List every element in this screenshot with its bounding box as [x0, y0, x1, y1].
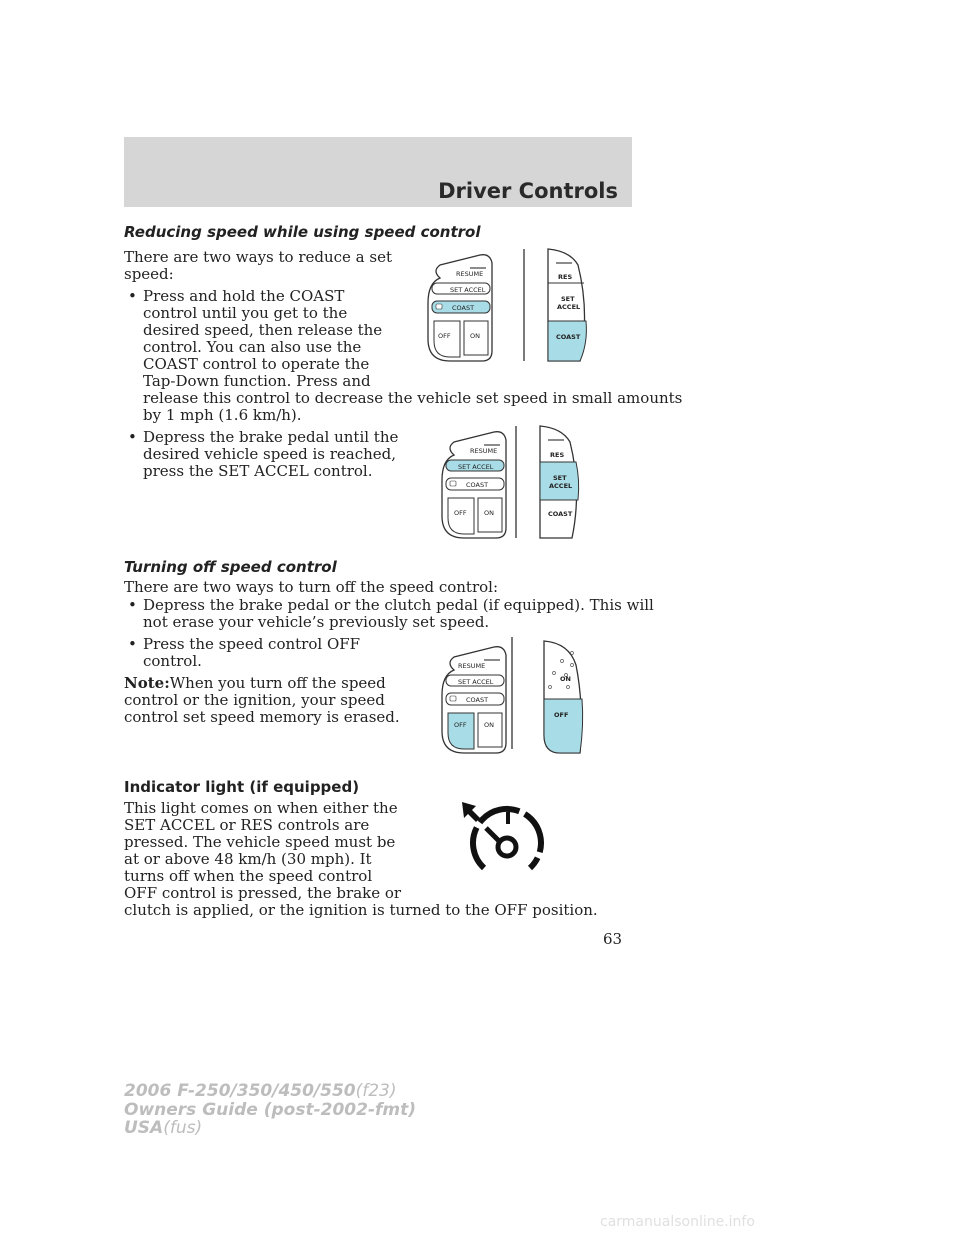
fig1-coast-rocker-label: COAST: [556, 333, 581, 341]
page-title: Driver Controls: [438, 179, 618, 203]
footer-line1: [124, 1082, 416, 1101]
fig1-set-label: SET: [561, 295, 575, 303]
speed-control-figure-set-accel: [434, 420, 614, 545]
fig1-off-label: OFF: [438, 332, 451, 340]
section1-bullet1-line7: release this control to decrease the vehicle set speed in small amounts: [143, 389, 683, 407]
speed-control-figure-coast: [420, 243, 600, 368]
footer-line2: Owners Guide (post-2002-fmt): [124, 1099, 417, 1120]
section1-bullet2-line1: Depress the brake pedal until the: [143, 428, 399, 446]
section3-line1: This light comes on when either the: [124, 799, 398, 817]
section1-bullet1-line5: COAST control to operate the: [143, 355, 370, 373]
fig1-set-accel-label: SET ACCEL: [450, 286, 486, 294]
fig2-set-accel-label: SET ACCEL: [458, 463, 494, 471]
fig2-off-label: OFF: [454, 509, 467, 517]
section1-bullet1-line6: Tap-Down function. Press and: [143, 372, 371, 390]
section1-bullet1-line3: desired speed, then release the: [143, 321, 383, 339]
section1-bullet1-line8: by 1 mph (1.6 km/h).: [143, 406, 302, 424]
fig3-resume-label: RESUME: [458, 662, 486, 670]
section1-bullet1-line1: Press and hold the COAST: [143, 287, 345, 305]
page-number: 63: [603, 930, 623, 948]
note-label: Note:: [124, 674, 170, 692]
fig2-coast-rocker-label: COAST: [548, 510, 573, 518]
bullet-glyph: •: [128, 596, 137, 614]
header-band: [124, 137, 632, 207]
fig2-on-label: ON: [484, 509, 494, 517]
footer-model-code: (f23): [355, 1081, 397, 1101]
section1-bullet1-line4: control. You can also use the: [143, 338, 362, 356]
footer-model: 2006 F-250/350/450/550: [124, 1081, 356, 1101]
bullet-glyph: •: [128, 428, 137, 446]
fig1-resume-label: RESUME: [456, 270, 484, 278]
fig2-set-label: SET: [553, 474, 567, 482]
fig2-accel-label: ACCEL: [549, 482, 573, 490]
section3-line4: at or above 48 km/h (30 mph). It: [124, 850, 372, 868]
fig1-on-label: ON: [470, 332, 480, 340]
section-heading-reducing-speed: Reducing speed while using speed control: [124, 223, 481, 241]
section2-bullet2-line1: Press the speed control OFF: [143, 635, 361, 653]
section-heading-turning-off: Turning off speed control: [124, 558, 337, 576]
bullet-glyph: •: [128, 635, 137, 653]
section2-note-line3: control set speed memory is erased.: [124, 708, 400, 726]
fig1-coast-label: COAST: [452, 304, 475, 312]
section2-note-line1: [124, 675, 386, 692]
fig3-set-accel-label: SET ACCEL: [458, 678, 494, 686]
section2-intro: There are two ways to turn off the speed control:: [124, 578, 499, 596]
fig3-on-label: ON: [484, 721, 494, 729]
section3-line3: pressed. The vehicle speed must be: [124, 833, 396, 851]
watermark: carmanualsonline.info: [600, 1214, 755, 1230]
section1-bullet2-line3: press the SET ACCEL control.: [143, 462, 373, 480]
section2-bullet1-line1: Depress the brake pedal or the clutch pedal (if equipped). This will: [143, 596, 654, 614]
footer: [124, 1082, 416, 1138]
section1-intro-line1: There are two ways to reduce a set: [124, 248, 393, 266]
fig2-res-label: RES: [550, 451, 565, 459]
section3-line2: SET ACCEL or RES controls are: [124, 816, 370, 834]
section2-bullet1-line2: not erase your vehicle’s previously set speed.: [143, 613, 490, 631]
section2-bullet2-line2: control.: [143, 652, 202, 670]
section1-bullet2-line2: desired vehicle speed is reached,: [143, 445, 397, 463]
fig1-res-label: RES: [558, 273, 573, 281]
section1-bullet1-line2: control until you get to the: [143, 304, 348, 322]
footer-region: USA: [124, 1118, 164, 1138]
fig3-on-rocker-label: ON: [560, 675, 571, 683]
fig3-off-label: OFF: [454, 721, 467, 729]
speed-control-indicator-icon: [458, 798, 548, 880]
fig3-coast-label: COAST: [466, 696, 489, 704]
bullet-glyph: •: [128, 287, 137, 305]
footer-region-code: (fus): [163, 1118, 203, 1138]
speed-control-figure-off: [434, 635, 614, 760]
section3-line5: turns off when the speed control: [124, 867, 373, 885]
section-heading-indicator-light: Indicator light (if equipped): [124, 778, 360, 796]
note-text: When you turn off the speed: [169, 674, 386, 692]
fig2-resume-label: RESUME: [470, 447, 498, 455]
section3-line7: clutch is applied, or the ignition is turned to the OFF position.: [124, 901, 598, 919]
fig2-coast-label: COAST: [466, 481, 489, 489]
footer-line3: [124, 1119, 416, 1138]
fig3-off-rocker-label: OFF: [554, 711, 569, 719]
section2-note-line2: control or the ignition, your speed: [124, 691, 385, 709]
fig1-accel-label: ACCEL: [557, 303, 581, 311]
section1-intro-line2: speed:: [124, 265, 174, 283]
section3-line6: OFF control is pressed, the brake or: [124, 884, 402, 902]
